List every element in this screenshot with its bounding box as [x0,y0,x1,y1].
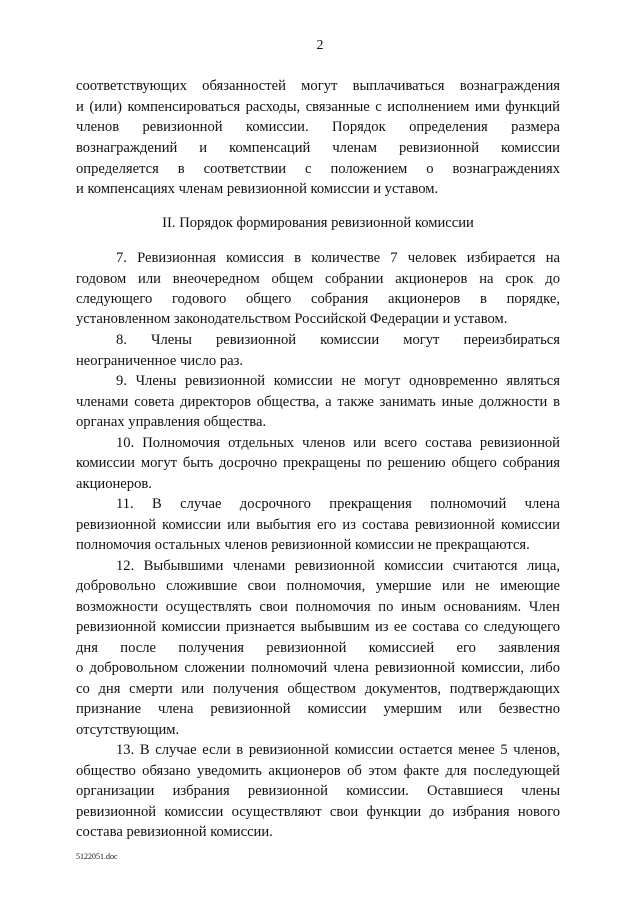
paragraph-line: акционеров. [76,476,152,492]
paragraph-line: ревизионной комиссии или выбытия его из состава ревизионной комиссии [76,517,560,533]
paragraph-line: признание члена ревизионной комиссии умершим или безвестно [76,701,560,717]
paragraph-line: дня после получения ревизионной комиссией его заявления [76,640,560,656]
paragraph-line: членов ревизионной комиссии. Порядок определения размера [76,119,560,135]
paragraph-line: возможности осуществлять свои полномочия по иным основаниям. Член [76,599,560,615]
paragraph-line: неограниченное число раз. [76,353,244,369]
paragraph-line: 11. В случае досрочного прекращения полномочий члена [116,496,560,512]
paragraph-line: 12. Выбывшими членами ревизионной комиссии считаются лица, [116,558,560,574]
paragraph-line: следующего годового общего собрания акционеров в порядке, [76,291,560,307]
paragraph-line: общество обязано уведомить акционеров об этом факте для последующей [76,763,560,779]
paragraph-line: ревизионной комиссии осуществляют свои функции до избрания нового [76,804,560,820]
paragraph-line: установленном законодательством Российской Федерации и уставом. [76,311,508,327]
paragraph-line: вознаграждений и компенсаций членам ревизионной комиссии [76,140,560,156]
paragraph-line: со дня смерти или получения обществом документов, подтверждающих [76,681,560,697]
paragraph-line: 8. Члены ревизионной комиссии могут переизбираться [116,332,560,348]
paragraph-line: соответствующих обязанностей могут выплачиваться вознаграждения [76,78,560,94]
paragraph-line: ревизионной комиссии признается выбывшим из ее состава со следующего [76,619,560,635]
paragraph-line: членами совета директоров общества, а также занимать иные должности в [76,394,560,410]
paragraph-line: 9. Члены ревизионной комиссии не могут одновременно являться [116,373,560,389]
file-name-footer: 5122051.doc [76,852,118,861]
paragraph-line: определяется в соответствии с положением о вознаграждениях [76,161,560,177]
paragraph-line: годовом или внеочередном общем собрании акционеров на срок до [76,271,560,287]
page-number: 2 [316,38,324,53]
paragraph-line: отсутствующим. [76,722,180,738]
paragraph-line: и компенсациях членам ревизионной комиссии и уставом. [76,181,439,197]
paragraph-line: организации избрания ревизионной комиссии. Оставшиеся члены [76,783,560,799]
paragraph-line: полномочия остальных членов ревизионной комиссии не прекращаются. [76,537,530,553]
paragraph-line: 13. В случае если в ревизионной комиссии остается менее 5 членов, [116,742,560,758]
paragraph-line: добровольно сложившие свои полномочия, умершие или не имеющие [76,578,560,594]
paragraph-line: 7. Ревизионная комиссия в количестве 7 человек избирается на [116,250,560,266]
paragraph-line: о добровольном сложении полномочий члена ревизионной комиссии, либо [76,660,560,676]
paragraph-line: состава ревизионной комиссии. [76,824,273,840]
paragraph-line: и (или) компенсироваться расходы, связанные с исполнением ими функций [76,99,560,115]
section-title: II. Порядок формирования ревизионной комиссии [162,215,474,231]
paragraph-line: органах управления общества. [76,414,267,430]
paragraph-line: 10. Полномочия отдельных членов или всего состава ревизионной [116,435,560,451]
paragraph-line: комиссии могут быть досрочно прекращены по решению общего собрания [76,455,560,471]
